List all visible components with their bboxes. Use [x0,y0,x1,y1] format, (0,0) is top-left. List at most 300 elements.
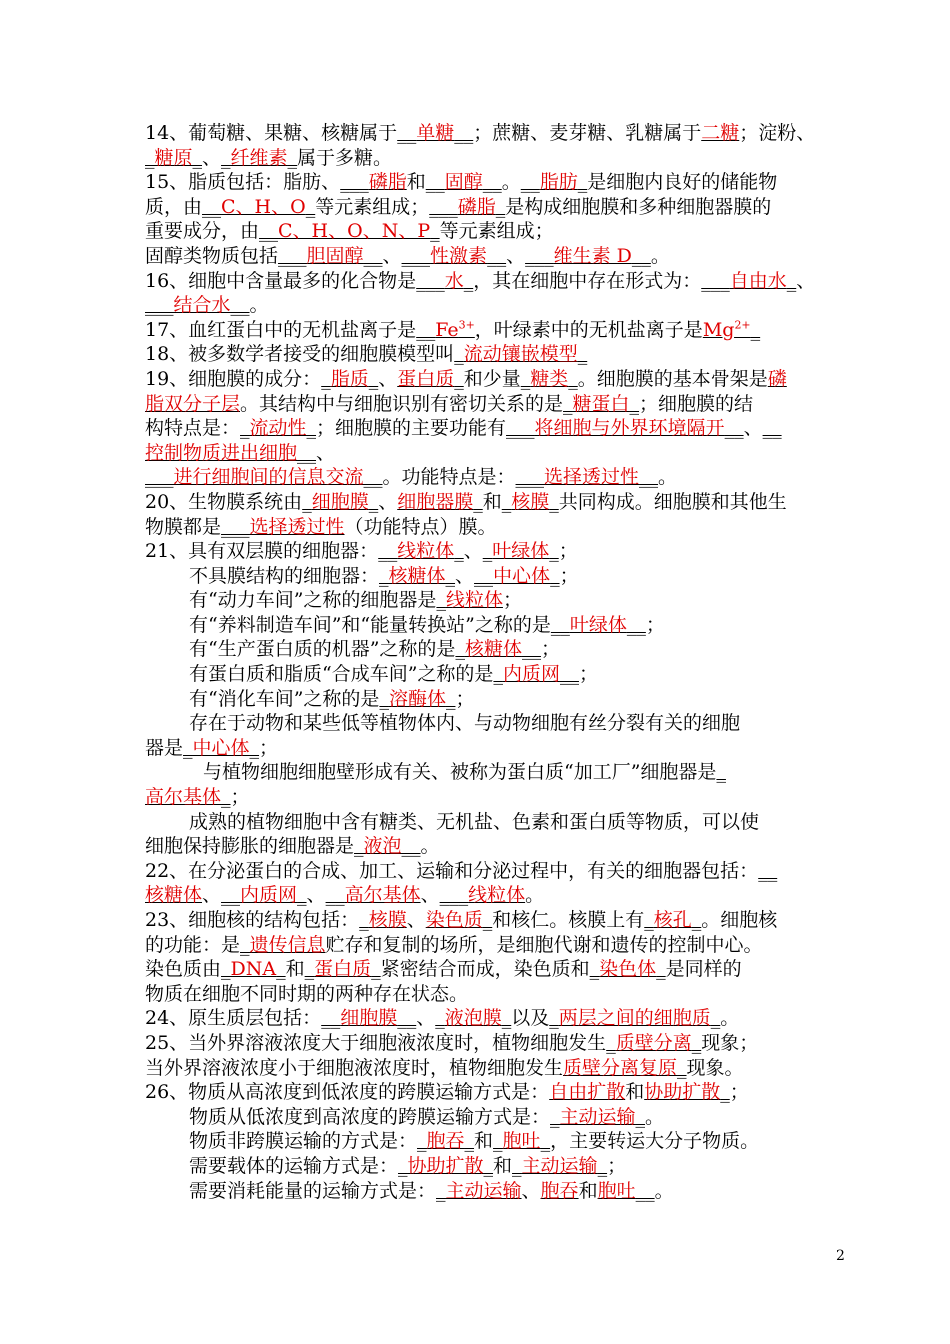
answer-text: 核糖体 [145,884,203,907]
text-line [145,293,855,318]
answer-text: 磷脂 [368,171,407,194]
question-text: 22、在分泌蛋白的合成、加工、运输和分泌过程中，有关的细胞器包括： [145,859,759,882]
answer-text: 中心体 [192,736,250,759]
blank-underline: _ [379,564,389,587]
blank-underline: _ [656,958,666,981]
blank-underline: __ [626,613,646,636]
blank-underline: __ [297,441,317,464]
blank-underline: _ [435,1007,445,1030]
answer-text: 糖类 [530,367,569,390]
blank-underline: _ [677,1056,687,1079]
blank-underline: __ [758,859,778,882]
blank-underline: ___ [145,466,174,489]
question-text: 物膜都是 [145,515,222,538]
text-line [145,146,855,171]
text-line [145,367,855,392]
answer-text: 磷 [767,367,787,390]
question-text: 。 [645,1105,665,1128]
question-text: 和 [578,1179,598,1202]
text-line [145,982,855,1007]
blank-underline: _ [287,146,298,169]
question-text: 、 [420,884,440,907]
question-text: 共同构成。细胞膜和其他生 [558,490,787,513]
question-text: 物质从低浓度到高浓度的跨膜运输方式是： [189,1105,551,1128]
blank-underline: __ [259,220,279,243]
blank-underline: __ [639,466,659,489]
blank-underline: _ [550,564,560,587]
question-text: 需要载体的运输方式是： [189,1154,399,1177]
blank-underline: _ [379,687,389,710]
blank-underline: ___ [439,884,469,907]
blank-underline: _ [597,1154,608,1177]
blank-underline: _ [417,1130,427,1153]
question-text: 18、被多数学者接受的细胞膜模型叫 [145,343,455,366]
answer-text: 二糖 [701,122,740,144]
answer-text: 线粒体 [468,884,526,907]
blank-underline: _ [644,909,654,931]
answer-text: 核糖体 [464,638,522,661]
question-text: 。 [650,244,670,267]
blank-underline: _ [240,933,250,956]
question-text: ，其在细胞中存在形式为： [473,269,702,292]
blank-underline: _ [577,343,588,366]
question-text: 、 [202,146,222,169]
answer-text: 水 [444,269,464,292]
answer-text: 胞吞 [426,1130,465,1153]
question-text: ； [259,736,279,759]
answer-text: 内质网 [502,663,560,686]
blank-underline: _ [750,318,761,341]
blank-underline: _ [359,909,369,931]
question-text: 26、物质从高浓度到低浓度的跨膜运输方式是： [145,1081,550,1104]
question-text: 、 [306,884,326,907]
text-line [145,736,855,761]
question-text: 器是 [145,736,184,759]
answer-text: 核膜 [511,490,550,513]
question-text: 的功能：是 [145,933,241,956]
answer-text: 液泡 [363,835,402,858]
answer-text: 质壁分离 [615,1031,692,1054]
blank-underline: __ [397,122,417,144]
question-text: 、 [316,441,336,464]
question-text: 现象。 [686,1056,744,1079]
text-line [145,883,855,908]
blank-underline: __ [378,540,398,563]
question-text: 当外界溶液浓度小于细胞液浓度时，植物细胞发生 [145,1056,564,1079]
text-line [145,416,855,441]
page-number: 2 [836,1248,845,1264]
blank-underline: _ [512,1154,522,1177]
blank-underline: __ [401,835,421,858]
question-text: ； [455,687,475,710]
blank-underline: __ [559,663,579,686]
question-text: 。 [720,1007,740,1030]
question-text: 属于多糖。 [297,146,393,169]
blank-underline: _ [454,367,464,390]
text-line [145,687,855,712]
blank-underline: __ [474,564,494,587]
question-text: 、 [378,490,398,513]
question-text: 、 [416,1007,436,1030]
answer-text: 糖蛋白 [572,392,630,415]
answer-text: 性激素 [430,244,488,267]
blank-underline: __ [325,884,345,907]
question-text: 紧密结合而成，染色质和 [380,958,590,981]
blank-underline: __ [202,195,222,218]
blank-underline: ___ [701,269,730,292]
answer-text: 流动性 [249,417,307,440]
blank-underline: __ [363,244,383,267]
question-text: 15、脂质包括：脂肪、 [145,171,341,194]
blank-underline: ___ [401,244,431,267]
question-text: 、 [463,540,483,563]
blank-underline: _ [398,1154,408,1177]
question-text: 和 [285,958,305,981]
question-text: 14、葡萄糖、果糖、核糖属于 [145,122,398,144]
answer-text: $Mg^{2+}$ [702,318,751,341]
answer-text: 蛋白质 [314,958,372,981]
question-text: 25、当外界溶液浓度大于细胞液浓度时，植物细胞发生 [145,1031,607,1054]
text-line [145,711,855,736]
question-text: 。其结构中与细胞识别有密切关系的是 [240,392,564,415]
question-text: ；蔗糖、麦芽糖、乳糖属于 [473,122,702,144]
answer-text: 维生素 D [553,244,632,267]
blank-underline: _ [354,835,364,858]
question-text: 、 [743,417,763,440]
answer-text: 细胞器膜 [397,490,474,513]
question-text: ； [559,564,579,587]
text-line [145,785,855,810]
blank-underline: _ [495,195,506,218]
blank-underline: _ [549,490,559,513]
blank-underline: _ [221,146,231,169]
question-text: 以及 [511,1007,550,1030]
question-text: 重要成分，由 [145,220,260,243]
answer-text: 质壁分离复原 [563,1056,678,1079]
question-text: 有蛋白质和脂质“合成车间”之称的是 [189,663,494,686]
blank-underline: __ [521,638,541,661]
question-text: 23、细胞核的结构包括： [145,909,360,931]
text-line [145,170,855,195]
text-line [145,859,855,884]
blank-underline: _ [463,269,474,292]
blank-underline: _ [577,171,588,194]
answer-text: 胆固醇 [306,244,364,267]
question-text: 是同样的 [665,958,742,981]
answer-text: C、H、O [221,195,306,218]
blank-underline: _ [445,564,456,587]
blank-underline: ___ [145,294,174,317]
answer-text: 主动运输 [559,1105,636,1128]
question-text: 。 [654,1179,674,1202]
text-line [145,219,855,244]
blank-underline: _ [482,540,493,563]
text-line [145,490,855,515]
blank-underline: ___ [416,269,445,292]
question-text: 和 [625,1081,645,1104]
question-text: 不具膜结构的细胞器： [189,564,380,587]
blank-underline: _ [455,638,465,661]
answer-text: 磷脂 [457,195,496,218]
answer-text: 细胞膜 [311,490,369,513]
blank-underline: _ [563,392,573,415]
answer-text: DNA [230,958,277,981]
question-text: 和 [474,1130,494,1153]
superscript: 3+ [458,318,475,332]
blank-underline: _ [368,367,379,390]
blank-underline: __ [454,122,474,144]
blank-underline: _ [691,909,702,931]
text-line [145,760,855,785]
blank-underline: _ [306,417,317,440]
blank-underline: __ [416,318,436,341]
question-text: 染色质由 [145,958,222,981]
blank-underline: __ [321,1007,341,1030]
blank-underline: ___ [515,466,545,489]
blank-underline: ___ [278,244,307,267]
blank-underline: _ [482,909,493,931]
question-text: 16、细胞中含量最多的化合物是 [145,269,417,292]
question-text: 物质在细胞不同时期的两种存在状态。 [145,982,469,1005]
blank-underline: __ [363,466,383,489]
question-text: 、 [202,884,222,907]
question-text: ； [558,540,578,563]
text-line [145,908,855,933]
blank-underline: _ [183,736,193,759]
question-text: 20、生物膜系统由 [145,490,303,513]
question-text: 、 [382,244,402,267]
answer-text: C、H、O、N、P [278,220,431,243]
blank-underline: __ [762,417,782,440]
blank-underline: __ [221,884,241,907]
text-line [145,269,855,294]
blank-underline: _ [454,343,464,366]
blank-underline: _ [710,1007,721,1030]
text-line [145,662,855,687]
blank-underline: _ [550,1105,560,1128]
question-text: 、 [406,909,426,931]
blank-underline: _ [430,220,440,243]
answer-text: 脂质 [330,367,369,390]
question-text: 和 [482,490,502,513]
answer-text: 结合水 [173,294,231,317]
question-text: 与植物细胞细胞壁形成有关、被称为蛋白质“加工厂”细胞器是 [203,761,717,784]
blank-underline: _ [549,540,559,563]
blank-underline: __ [520,171,540,194]
question-text: 和少量 [463,367,521,390]
answer-text: 糖原 [154,146,193,169]
text-line [145,613,855,638]
blank-underline: _ [501,1007,512,1030]
question-text: ，叶绿素中的无机盐离子是 [474,318,703,341]
answer-text: 自由扩散 [549,1081,626,1104]
answer-text: 核膜 [368,909,407,931]
question-text: 、 [796,269,816,292]
question-text: 21、具有双层膜的细胞器： [145,540,379,563]
question-text: 物质非跨膜运输的方式是： [189,1130,418,1153]
answer-text: 进行细胞间的信息交流 [173,466,364,489]
answer-text: 纤维素 [230,146,288,169]
blank-underline: _ [716,761,726,784]
question-text: ； [540,638,560,661]
blank-underline: __ [550,613,570,636]
text-line [145,957,855,982]
blank-underline: _ [445,687,456,710]
answer-text: 协助扩散 [644,1081,721,1104]
question-text: 构特点是： [145,417,241,440]
answer-text: 溶酶体 [388,687,446,710]
blank-underline: _ [192,146,203,169]
text-line [145,195,855,220]
blank-underline: ___ [525,244,554,267]
question-text: 现象； [701,1031,759,1054]
blank-underline: ___ [429,195,458,218]
answer-text: 核孔 [653,909,692,931]
blank-underline: _ [297,884,307,907]
question-text: 有“生产蛋白质的机器”之称的是 [189,638,456,661]
blank-underline: _ [691,1031,702,1054]
text-line [145,1179,855,1204]
question-text: 细胞保持膨胀的细胞器是 [145,835,355,858]
question-text: ，主要转运大分子物质。 [550,1130,760,1153]
question-text: 和 [493,1154,513,1177]
blank-underline: __ [397,1007,417,1030]
answer-text: $Fe^{3+}$ [435,318,475,341]
question-text: 贮存和复制的场所，是细胞代谢和遗传的控制中心。 [325,933,763,956]
answer-text: 染色体 [599,958,657,981]
blank-underline: _ [302,490,312,513]
text-line [145,515,855,540]
question-text: 、 [378,367,398,390]
blank-underline: _ [305,195,316,218]
question-text: ； [645,613,665,636]
blank-underline: _ [568,367,578,390]
answer-text: 胞吞 [540,1179,579,1202]
answer-text: 液泡膜 [444,1007,502,1030]
text-line [145,318,855,343]
answer-text: 控制物质进出细胞 [145,441,298,464]
blank-underline: _ [629,392,640,415]
question-text: ； [578,663,598,686]
answer-text: 叶绿体 [569,613,627,636]
question-text: 19、细胞膜的成分： [145,367,322,390]
answer-text: 主动运输 [521,1154,598,1177]
blank-underline: _ [240,417,250,440]
question-text: ； [230,786,250,809]
question-text: 。 [420,835,440,858]
answer-text: 自由水 [729,269,787,292]
answer-text: 内质网 [240,884,298,907]
text-line [145,1129,855,1154]
blank-underline: _ [540,1130,551,1153]
blank-underline: _ [276,958,286,981]
text-line [145,392,855,417]
blank-underline: __ [482,171,502,194]
question-text: ；淀粉、 [739,122,816,144]
answer-text: 两层之间的细胞质 [558,1007,711,1030]
blank-underline: __ [425,171,445,194]
blank-underline: __ [487,244,507,267]
question-text: 。细胞核 [701,909,778,931]
answer-text: 线粒体 [445,589,503,612]
answer-text: 蛋白质 [397,367,455,390]
question-text: 需要消耗能量的运输方式是： [189,1179,437,1202]
question-text: ； [607,1154,627,1177]
blank-underline: _ [464,1130,475,1153]
question-text: 。 [249,294,269,317]
blank-underline: _ [473,490,483,513]
answer-text: 选择透过性 [249,515,345,538]
question-text: ； [502,589,522,612]
blank-underline: __ [230,294,250,317]
question-text: 、 [506,244,526,267]
question-text: 、 [455,564,475,587]
blank-underline: _ [368,490,379,513]
question-text: 。 [525,884,545,907]
answer-text: 固醇 [444,171,483,194]
blank-underline: _ [454,540,464,563]
question-text: 有“动力车间”之称的细胞器是 [189,589,437,612]
answer-text: 流动镶嵌模型 [463,343,578,366]
question-text: 固醇类物质包括 [145,244,279,267]
blank-underline: __ [724,417,744,440]
question-text: 17、血红蛋白中的无机盐离子是 [145,318,417,341]
text-line [145,637,855,662]
blank-underline: _ [436,1179,446,1202]
document-body [145,121,855,1203]
answer-text: 主动运输 [445,1179,522,1202]
answer-text: 染色质 [425,909,483,931]
question-text: 是细胞内良好的储能物 [587,171,778,194]
blank-underline: _ [635,1105,646,1128]
question-text: 有“养料制造车间”和“能量转换站”之称的是 [189,613,551,636]
answer-text: 协助扩散 [407,1154,484,1177]
blank-underline: _ [483,1154,494,1177]
answer-text: 单糖 [416,122,455,144]
blank-underline: _ [786,269,797,292]
question-text: 等元素组成； [315,195,430,218]
answer-text: 胞吐 [597,1179,636,1202]
answer-text: 胞吐 [502,1130,541,1153]
question-text: 成熟的植物细胞中含有糖类、无机盐、色素和蛋白质等物质，可以使 [189,810,760,833]
blank-underline: ___ [221,515,250,538]
answer-text: 脂双分子层 [145,392,241,415]
text-line [145,810,855,835]
blank-underline: _ [321,367,331,390]
text-line [145,342,855,367]
question-text: ； [729,1081,749,1104]
text-line [145,564,855,589]
answer-text: 脂肪 [539,171,578,194]
answer-text: 中心体 [493,564,551,587]
question-text: ；细胞膜的结 [639,392,754,415]
question-text: 。 [658,466,678,489]
question-text: （功能特点）膜。 [344,515,497,538]
question-text: ；细胞膜的主要功能有 [316,417,507,440]
answer-text: 核糖体 [388,564,446,587]
question-text: 和核仁。核膜上有 [492,909,645,931]
text-line [145,1006,855,1031]
answer-text: 遗传信息 [249,933,326,956]
blank-underline: _ [606,1031,616,1054]
text-line [145,1154,855,1179]
blank-underline: _ [436,589,446,612]
blank-underline: _ [145,146,155,169]
answer-text: 细胞膜 [340,1007,398,1030]
question-text: 有“消化车间”之称的是 [189,687,380,710]
question-text: 质，由 [145,195,203,218]
text-line [145,244,855,269]
